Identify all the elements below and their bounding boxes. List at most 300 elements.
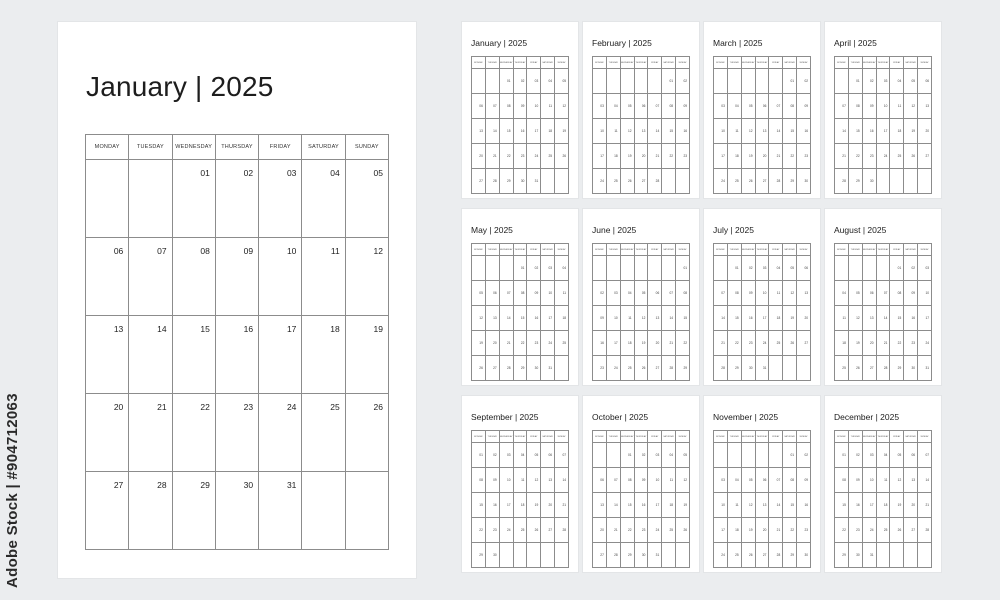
day-cell [862, 94, 876, 119]
day-number: 10 [614, 316, 618, 320]
day-number: 15 [842, 503, 846, 507]
day-cell [499, 119, 513, 144]
day-cell [676, 331, 690, 356]
day-number: 27 [548, 528, 553, 532]
day-number: 19 [479, 341, 483, 345]
day-number: 25 [548, 154, 553, 158]
day-cell [714, 468, 728, 493]
weekday-label: THURSDAY [876, 431, 890, 443]
day-cell [741, 94, 755, 119]
day-cell [904, 468, 918, 493]
day-number: 06 [479, 104, 483, 108]
day-cell [848, 306, 862, 331]
day-cell [606, 256, 620, 281]
weekday-label: FRIDAY [648, 431, 662, 443]
day-number: 30 [856, 553, 860, 557]
day-number: 12 [748, 129, 753, 133]
weekday-label: SATURDAY [904, 431, 918, 443]
day-number: 19 [748, 528, 753, 532]
week-row [714, 493, 811, 518]
day-number: 07 [883, 291, 888, 295]
day-cell [485, 281, 499, 306]
day-cell [904, 281, 918, 306]
day-cell [835, 281, 849, 306]
day-number: 08 [479, 478, 483, 482]
day-cell [755, 119, 769, 144]
day-cell [634, 306, 648, 331]
day-cell [783, 518, 797, 543]
day-number: 17 [600, 154, 604, 158]
day-cell [513, 518, 527, 543]
day-cell [835, 493, 849, 518]
day-cell [848, 169, 862, 194]
day-cell [741, 468, 755, 493]
day-number: 16 [520, 129, 525, 133]
day-number: 31 [869, 553, 874, 557]
day-cell [769, 443, 783, 468]
month-title: January | 2025 [471, 38, 528, 48]
day-cell [499, 518, 513, 543]
day-number: 08 [897, 291, 902, 295]
day-cell [918, 443, 932, 468]
day-cell [904, 169, 918, 194]
week-row [714, 169, 811, 194]
day-cell [513, 94, 527, 119]
day-number: 10 [925, 291, 929, 295]
day-number: 23 [869, 154, 874, 158]
day-number: 07 [669, 291, 674, 295]
weekday-label: SUNDAY [676, 431, 690, 443]
day-number: 15 [683, 316, 687, 320]
day-cell [527, 543, 541, 568]
day-cell [797, 119, 811, 144]
day-number: 13 [641, 129, 646, 133]
day-cell [662, 443, 676, 468]
day-number: 23 [493, 528, 497, 532]
day-cell [345, 238, 388, 316]
day-cell [797, 518, 811, 543]
day-number: 15 [669, 129, 674, 133]
day-cell [741, 119, 755, 144]
day-cell [904, 69, 918, 94]
weekday-label: SATURDAY [662, 57, 676, 69]
day-number: 01 [520, 266, 525, 270]
month-page [462, 396, 578, 572]
day-cell [676, 69, 690, 94]
day-number: 08 [735, 291, 739, 295]
week-row [714, 443, 811, 468]
day-cell [302, 160, 345, 238]
day-cell [662, 493, 676, 518]
day-cell [662, 306, 676, 331]
weekday-label: SUNDAY [555, 244, 569, 256]
month-page [583, 396, 699, 572]
day-number: 01 [856, 79, 860, 83]
weekday-label: WEDNESDAY [620, 244, 634, 256]
day-number: 02 [520, 79, 525, 83]
day-cell [662, 169, 676, 194]
day-number: 21 [493, 154, 497, 158]
day-cell [835, 306, 849, 331]
day-number: 14 [157, 324, 167, 334]
day-number: 23 [520, 154, 525, 158]
day-cell [555, 281, 569, 306]
day-cell [541, 119, 555, 144]
day-cell [555, 256, 569, 281]
day-cell [769, 144, 783, 169]
day-cell [555, 169, 569, 194]
weekday-label: TUESDAY [848, 57, 862, 69]
day-cell [555, 94, 569, 119]
day-cell [727, 356, 741, 381]
day-cell [727, 256, 741, 281]
day-cell [302, 316, 345, 394]
day-number: 30 [534, 366, 539, 370]
day-number: 31 [548, 366, 553, 370]
weekday-label: MONDAY [714, 244, 728, 256]
weekday-label: MONDAY [835, 244, 849, 256]
day-cell [541, 306, 555, 331]
day-cell [755, 306, 769, 331]
day-number: 01 [627, 453, 632, 457]
day-number: 16 [493, 503, 497, 507]
day-cell [634, 144, 648, 169]
day-cell [890, 493, 904, 518]
weekday-label: TUESDAY [606, 431, 620, 443]
day-number: 28 [669, 366, 674, 370]
day-cell [648, 518, 662, 543]
day-number: 18 [520, 503, 525, 507]
weekday-header-row [593, 57, 690, 69]
week-row [593, 169, 690, 194]
day-cell [755, 443, 769, 468]
weekday-label: THURSDAY [634, 431, 648, 443]
day-number: 27 [113, 480, 124, 490]
month-title: August | 2025 [834, 225, 887, 235]
weekday-label: TUESDAY [485, 57, 499, 69]
day-cell [620, 356, 634, 381]
day-cell [848, 356, 862, 381]
day-number: 05 [683, 453, 687, 457]
month-calendar-grid [713, 243, 811, 381]
day-number: 25 [842, 366, 846, 370]
day-cell [129, 394, 172, 472]
day-number: 02 [804, 453, 808, 457]
day-number: 25 [330, 402, 340, 412]
weekday-label: MONDAY [714, 57, 728, 69]
day-number: 30 [804, 179, 808, 183]
weekday-label: SATURDAY [541, 244, 555, 256]
day-cell [783, 493, 797, 518]
weekday-label: TUESDAY [848, 244, 862, 256]
day-cell [890, 119, 904, 144]
day-cell [783, 144, 797, 169]
day-number: 22 [669, 154, 674, 158]
day-number: 01 [790, 453, 795, 457]
day-number: 17 [506, 503, 511, 507]
day-number: 16 [600, 341, 604, 345]
day-number: 24 [534, 154, 539, 158]
day-cell [634, 331, 648, 356]
day-cell [499, 306, 513, 331]
day-number: 17 [286, 324, 297, 334]
day-number: 06 [911, 453, 916, 457]
day-cell [472, 69, 486, 94]
day-cell [862, 468, 876, 493]
day-cell [769, 356, 783, 381]
day-number: 22 [479, 528, 483, 532]
day-number: 16 [804, 129, 808, 133]
month-calendar-grid [592, 243, 690, 381]
day-number: 16 [683, 129, 687, 133]
day-cell [797, 169, 811, 194]
week-row [835, 144, 932, 169]
day-number: 18 [614, 154, 618, 158]
weekday-label: FRIDAY [769, 431, 783, 443]
day-cell [499, 443, 513, 468]
day-number: 29 [856, 179, 860, 183]
day-cell [648, 331, 662, 356]
day-cell [485, 468, 499, 493]
day-number: 13 [925, 104, 929, 108]
day-number: 06 [600, 478, 604, 482]
day-cell [890, 69, 904, 94]
day-cell [606, 144, 620, 169]
day-cell [862, 281, 876, 306]
stock-watermark: Adobe Stock | #904712063 [4, 393, 21, 588]
day-number: 26 [534, 528, 539, 532]
day-number: 11 [897, 104, 902, 108]
day-number: 31 [762, 366, 767, 370]
day-number: 17 [925, 316, 929, 320]
week-row [835, 356, 932, 381]
day-cell [848, 518, 862, 543]
weekday-label: SUNDAY [797, 244, 811, 256]
day-cell [620, 119, 634, 144]
day-number: 13 [493, 316, 497, 320]
day-cell [783, 169, 797, 194]
day-cell [593, 331, 607, 356]
day-cell [741, 443, 755, 468]
day-cell [499, 256, 513, 281]
day-number: 25 [776, 341, 781, 345]
day-cell [797, 306, 811, 331]
day-number: 20 [925, 129, 929, 133]
week-row [593, 543, 690, 568]
weekday-label: SATURDAY [783, 244, 797, 256]
day-cell [797, 94, 811, 119]
day-cell [620, 331, 634, 356]
day-number: 29 [790, 179, 795, 183]
day-number: 29 [683, 366, 687, 370]
featured-calendar-grid [85, 134, 389, 550]
day-cell [513, 468, 527, 493]
day-cell [890, 169, 904, 194]
week-row [472, 443, 569, 468]
month-title: November | 2025 [713, 412, 779, 422]
day-number: 23 [534, 341, 539, 345]
day-cell [620, 443, 634, 468]
day-cell [714, 493, 728, 518]
day-cell [769, 543, 783, 568]
day-cell [129, 238, 172, 316]
week-row [835, 169, 932, 194]
day-cell [769, 306, 783, 331]
month-page [825, 209, 941, 385]
day-cell [848, 493, 862, 518]
day-number: 25 [614, 179, 618, 183]
day-cell [727, 119, 741, 144]
weekday-label: SATURDAY [662, 244, 676, 256]
month-calendar-grid [834, 243, 932, 381]
weekday-header-row [472, 244, 569, 256]
day-cell [259, 472, 302, 550]
day-cell [555, 468, 569, 493]
month-title: July | 2025 [713, 225, 754, 235]
day-number: 17 [721, 154, 725, 158]
day-number: 23 [911, 341, 916, 345]
day-cell [662, 69, 676, 94]
day-number: 27 [600, 553, 604, 557]
day-cell [620, 306, 634, 331]
day-cell [904, 543, 918, 568]
day-number: 27 [762, 553, 767, 557]
weekday-label: MONDAY [472, 244, 486, 256]
week-row [472, 94, 569, 119]
day-number: 02 [534, 266, 539, 270]
day-number: 03 [655, 453, 660, 457]
day-number: 08 [506, 104, 511, 108]
day-number: 07 [562, 453, 566, 457]
weekday-label: TUESDAY [485, 431, 499, 443]
week-row [714, 256, 811, 281]
week-row [593, 518, 690, 543]
weekday-label: TUESDAY [129, 135, 172, 160]
day-number: 03 [506, 453, 511, 457]
day-number: 24 [721, 553, 725, 557]
day-cell [593, 94, 607, 119]
day-cell [634, 443, 648, 468]
day-cell [676, 468, 690, 493]
day-cell [741, 356, 755, 381]
day-cell [345, 316, 388, 394]
day-cell [513, 69, 527, 94]
day-number: 09 [804, 104, 808, 108]
day-number: 06 [641, 104, 646, 108]
day-number: 02 [683, 79, 687, 83]
day-cell [676, 306, 690, 331]
day-cell [541, 468, 555, 493]
week-row [714, 331, 811, 356]
day-number: 03 [548, 266, 553, 270]
weekday-label: SATURDAY [783, 57, 797, 69]
day-number: 05 [479, 291, 483, 295]
day-number: 20 [113, 402, 124, 412]
day-cell [862, 331, 876, 356]
day-number: 24 [925, 341, 929, 345]
day-cell [485, 443, 499, 468]
day-cell [835, 256, 849, 281]
day-cell [472, 443, 486, 468]
day-cell [620, 493, 634, 518]
day-cell [797, 356, 811, 381]
day-cell [741, 543, 755, 568]
day-cell [797, 543, 811, 568]
day-cell [876, 468, 890, 493]
day-number: 02 [911, 266, 916, 270]
day-cell [215, 316, 258, 394]
week-row [835, 543, 932, 568]
day-number: 05 [748, 104, 753, 108]
day-cell [918, 69, 932, 94]
day-cell [918, 356, 932, 381]
week-row [86, 238, 389, 316]
week-row [472, 306, 569, 331]
day-cell [541, 169, 555, 194]
day-number: 04 [735, 478, 739, 482]
day-number: 21 [614, 528, 618, 532]
day-number: 18 [883, 503, 888, 507]
day-number: 25 [669, 528, 674, 532]
weekday-header-row [835, 431, 932, 443]
day-number: 05 [856, 291, 860, 295]
day-cell [876, 256, 890, 281]
day-number: 16 [748, 316, 753, 320]
day-cell [606, 281, 620, 306]
day-number: 28 [655, 179, 660, 183]
day-cell [918, 256, 932, 281]
day-cell [472, 306, 486, 331]
day-number: 21 [776, 154, 781, 158]
week-row [593, 256, 690, 281]
day-cell [676, 356, 690, 381]
month-page [462, 209, 578, 385]
day-number: 04 [842, 291, 846, 295]
day-cell [848, 256, 862, 281]
day-number: 26 [683, 528, 687, 532]
day-cell [890, 518, 904, 543]
weekday-label: MONDAY [593, 57, 607, 69]
day-cell [848, 281, 862, 306]
weekday-label: FRIDAY [527, 244, 541, 256]
day-number: 22 [842, 528, 846, 532]
week-row [593, 281, 690, 306]
weekday-header-row [714, 244, 811, 256]
day-cell [890, 543, 904, 568]
day-cell [620, 256, 634, 281]
week-row [86, 472, 389, 550]
day-cell [769, 468, 783, 493]
day-number: 05 [562, 79, 566, 83]
day-cell [755, 69, 769, 94]
day-cell [727, 331, 741, 356]
day-number: 10 [762, 291, 767, 295]
day-number: 17 [762, 316, 767, 320]
day-number: 24 [655, 528, 660, 532]
day-number: 09 [641, 478, 646, 482]
weekday-label: FRIDAY [648, 57, 662, 69]
day-number: 22 [200, 402, 210, 412]
day-cell [676, 493, 690, 518]
day-cell [783, 331, 797, 356]
weekday-label: WEDNESDAY [620, 431, 634, 443]
day-cell [634, 169, 648, 194]
day-cell [259, 160, 302, 238]
weekday-label: FRIDAY [527, 431, 541, 443]
day-number: 14 [506, 316, 511, 320]
day-number: 22 [520, 341, 525, 345]
day-number: 06 [493, 291, 497, 295]
